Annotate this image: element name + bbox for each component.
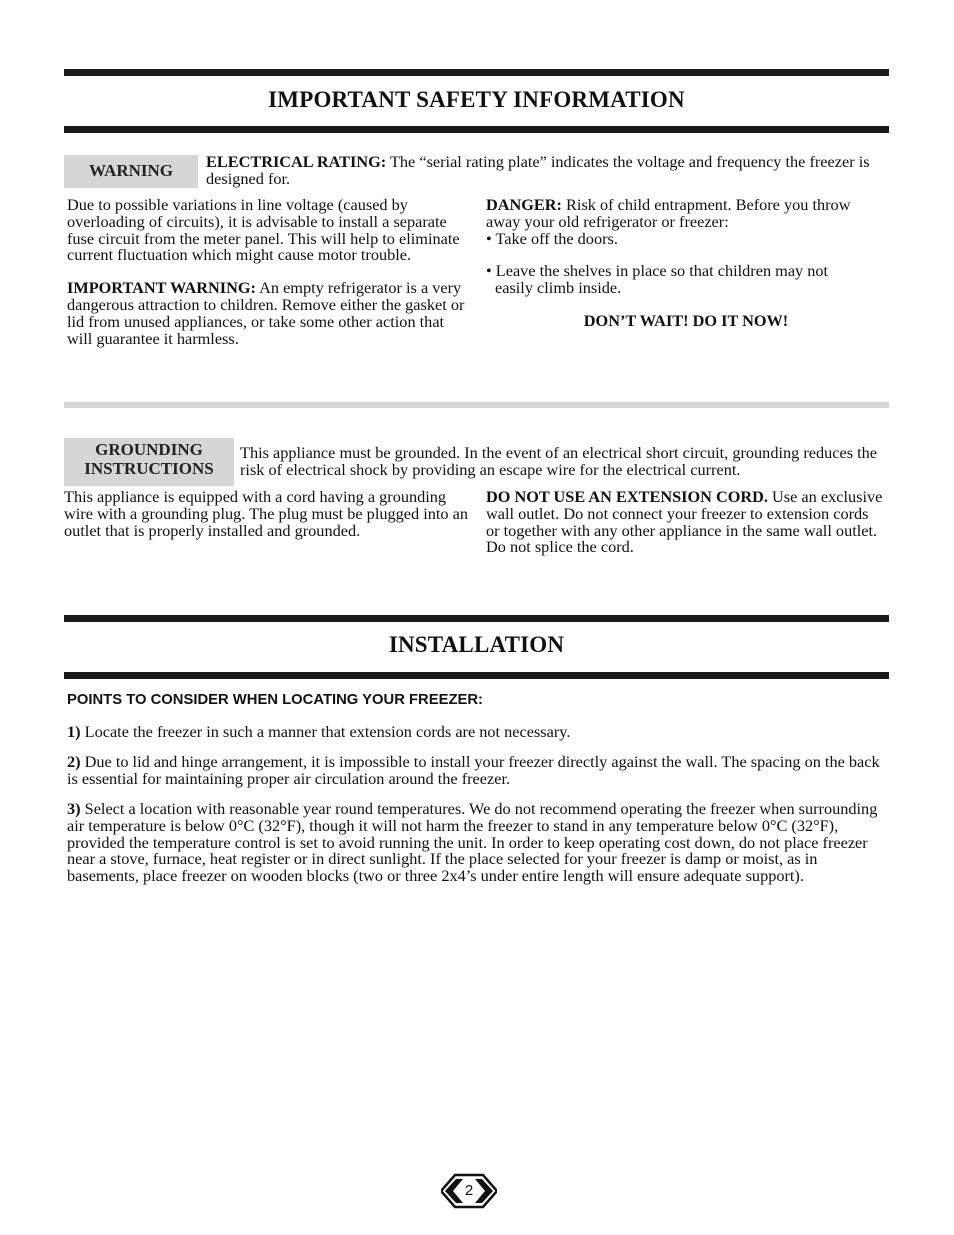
important-warning-paragraph bbox=[67, 280, 469, 347]
danger-body: Risk of child entrapment. Before you throw away your old refrigerator or freezer: bbox=[486, 195, 851, 231]
warning-label-text: WARNING bbox=[88, 161, 174, 180]
bullet-leave-shelves bbox=[486, 263, 886, 297]
electrical-rating-text bbox=[206, 154, 891, 188]
danger-paragraph bbox=[486, 197, 886, 247]
item-text: Locate the freezer in such a manner that extension cords are not necessary. bbox=[80, 722, 571, 741]
safety-heading-underline bbox=[64, 126, 889, 133]
electrical-rating-body: The “serial rating plate” indicates the voltage and frequency the freezer is designed for. bbox=[206, 152, 870, 188]
page-number-badge bbox=[441, 1172, 497, 1210]
grounding-label-line2: INSTRUCTIONS bbox=[84, 459, 214, 478]
safety-heading: IMPORTANT SAFETY INFORMATION bbox=[268, 87, 685, 112]
locating-points-heading: POINTS TO CONSIDER WHEN LOCATING YOUR FREEZER: bbox=[67, 692, 483, 708]
grounding-label bbox=[64, 438, 234, 486]
item-text: Due to lid and hinge arrangement, it is impossible to install your freezer directly against the wall. The spacing on the back is essential for maintaining proper air circulation around the freezer. bbox=[67, 752, 880, 788]
item-text: Select a location with reasonable year round temperatures. We do not recommend operating the freezer when surrounding air temperature is below 0°C (32°F), though it will not harm the freezer to stand in any temperature below 0°C (32°F), provided the temperature control is set to avoid running the unit. In order to keep operating cost down, do not place freezer near a stove, furnace, heat register or in direct sunlight. If the place selected for your freezer is damp or moist, as in basements, place freezer on wooden blocks (two or three 2x4’s under entire length will ensure adequate support). bbox=[67, 799, 878, 886]
line-voltage-paragraph: Due to possible variations in line voltage (caused by overloading of circuits), it is advisable to install a separate fuse circuit from the meter panel. This will help to eliminate current fluctuation which might cause motor trouble. bbox=[67, 195, 460, 265]
grounding-label-line1: GROUNDING bbox=[95, 440, 203, 459]
item-number: 3) bbox=[67, 799, 81, 818]
safety-right-column bbox=[486, 197, 886, 330]
grounding-right-column bbox=[486, 489, 886, 556]
installation-item-3 bbox=[67, 801, 887, 885]
page-number: 2 bbox=[464, 1182, 474, 1199]
bullet-leave-shelves-line1: • Leave the shelves in place so that children may not bbox=[486, 261, 829, 281]
installation-heading-underline bbox=[64, 672, 889, 679]
dont-wait-callout: DON’T WAIT! DO IT NOW! bbox=[583, 310, 789, 330]
installation-subheading bbox=[67, 692, 887, 709]
danger-lead: DANGER: bbox=[486, 195, 562, 214]
installation-heading: INSTALLATION bbox=[388, 632, 565, 657]
top-rule bbox=[64, 69, 889, 76]
warning-label bbox=[64, 155, 198, 188]
electrical-rating-lead: ELECTRICAL RATING: bbox=[206, 152, 387, 171]
installation-item-2 bbox=[67, 754, 887, 788]
section-divider bbox=[64, 402, 889, 408]
safety-left-column bbox=[67, 197, 469, 347]
extension-cord-body: Use an exclusive wall outlet. Do not connect your freezer to extension cords or together with any other appliance in the same wall outlet. Do not splice the cord. bbox=[486, 487, 883, 557]
important-warning-lead: IMPORTANT WARNING: bbox=[67, 278, 256, 298]
item-number: 2) bbox=[67, 752, 81, 771]
bullet-leave-shelves-line2: easily climb inside. bbox=[495, 278, 622, 298]
installation-top-rule bbox=[64, 615, 889, 622]
item-number: 1) bbox=[67, 722, 81, 741]
installation-item-1 bbox=[67, 724, 887, 741]
extension-cord-lead: DO NOT USE AN EXTENSION CORD. bbox=[486, 487, 768, 506]
grounding-intro: This appliance must be grounded. In the event of an electrical short circuit, grounding reduces the risk of electrical shock by providing an escape wire for the electrical current. bbox=[240, 443, 878, 479]
important-warning-body: An empty refrigerator is a very dangerous attraction to children. Remove either the gasket or lid from unused appliances, or take some other action that will guarantee it harmless. bbox=[67, 278, 465, 348]
bullet-take-off-doors: • Take off the doors. bbox=[486, 228, 618, 248]
grounding-left-column: This appliance is equipped with a cord having a grounding wire with a grounding plug. The plug must be plugged into an outlet that is properly installed and grounded. bbox=[64, 487, 468, 540]
